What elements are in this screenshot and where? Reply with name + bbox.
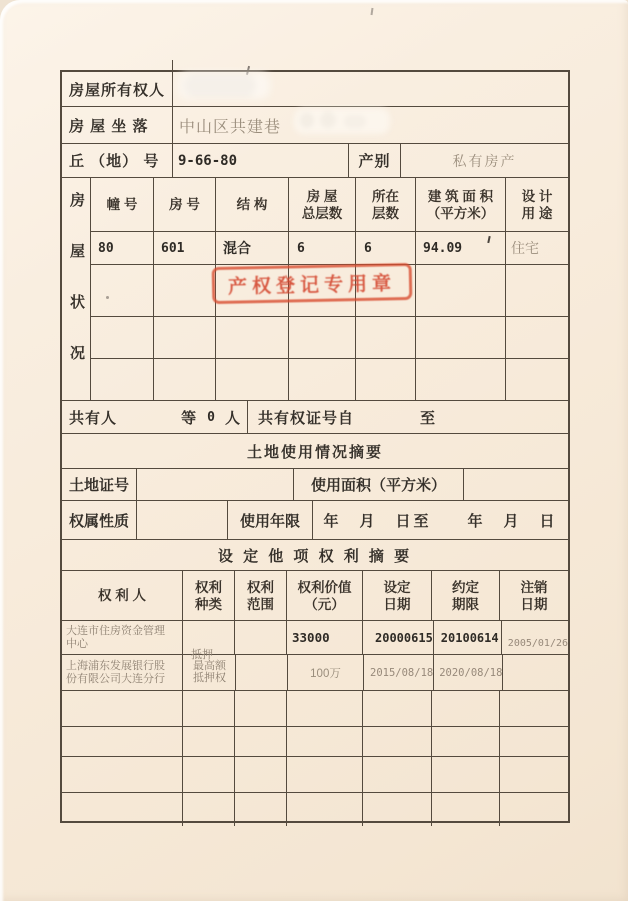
column-header-set-date: 设定 日期 <box>383 579 411 612</box>
ownership-nature-row <box>62 501 568 540</box>
stray-tick-mark <box>487 236 490 243</box>
column-header-right-scope: 权利 范围 <box>247 579 274 612</box>
total-floors-value: 6 <box>297 240 305 256</box>
land-area-value-cell <box>464 469 568 500</box>
rights-empty-row <box>62 727 568 757</box>
owner-value-cell <box>173 72 568 106</box>
designed-use-value: 住宅 <box>511 240 539 256</box>
term-value: 2020/08/18 <box>439 666 503 679</box>
rights-empty-row <box>62 793 568 826</box>
registration-stamp <box>212 263 413 304</box>
floor-value: 6 <box>364 240 372 256</box>
term-value: 20100614 <box>440 630 499 645</box>
column-header-cancel-date: 注销 日期 <box>520 579 548 612</box>
rights-empty-row <box>62 757 568 793</box>
housing-empty-row <box>91 317 568 359</box>
column-header-right-type: 权利 种类 <box>195 579 222 612</box>
owner-label: 房屋所有权人 <box>69 81 166 99</box>
column-header-building-no: 幢 号 <box>106 197 138 212</box>
rights-header-row <box>62 571 568 621</box>
structure-value: 混合 <box>223 240 251 256</box>
land-cert-label: 土地证号 <box>69 477 130 494</box>
building-no-value: 80 <box>98 240 114 256</box>
column-header-use: 设 计 用 途 <box>521 188 553 221</box>
right-holder-value: 上海浦东发展银行股份有限公司大连分行 <box>66 660 165 685</box>
location-row <box>62 107 568 144</box>
housing-side-label: 房屋状况 <box>62 178 91 400</box>
set-date-value: 2015/08/18 <box>370 666 434 679</box>
rights-row <box>62 621 569 661</box>
rights-title-row <box>62 540 568 571</box>
rights-empty-row <box>62 691 568 727</box>
right-value: 100万 <box>310 667 341 680</box>
cancel-date-cell <box>503 655 568 690</box>
land-summary-title-row <box>62 434 568 469</box>
right-scope-cell <box>235 621 287 654</box>
land-summary-title: 土地使用情况摘要 <box>246 443 383 461</box>
coowner-cert-label: 共有权证号自 <box>258 409 355 427</box>
housing-header-row <box>91 178 568 232</box>
category-value: 私有房产 <box>452 152 517 169</box>
column-header-floor: 所在 层数 <box>372 188 399 221</box>
right-scope-cell <box>236 655 288 690</box>
column-header-right-holder: 权 利 人 <box>97 588 146 603</box>
column-header-area: 建 筑 面 积 （平方米） <box>426 188 495 221</box>
stray-mark <box>371 8 374 15</box>
column-header-total-floors: 房 屋 总层数 <box>301 188 343 221</box>
registration-form-table <box>60 70 570 823</box>
coowner-count-suffix: 人 <box>224 409 241 427</box>
registration-stamp-text: 产权登记专用章 <box>227 273 397 298</box>
area-value: 94.09 <box>423 240 463 256</box>
category-label: 产别 <box>358 153 391 170</box>
rights-title: 设 定 他 项 权 利 摘 要 <box>217 547 413 565</box>
use-years-label: 使用年限 <box>239 512 300 530</box>
land-cert-value-cell <box>137 469 294 500</box>
column-header-right-value: 权利价值 （元） <box>297 579 352 612</box>
right-holder-value: 大连市住房资金管理中心 <box>66 625 165 650</box>
coowner-count-prefix: 等 <box>181 409 198 427</box>
right-type-value: 最高额 抵押权 <box>193 660 226 684</box>
coowner-label: 共有人 <box>69 409 118 427</box>
location-value: 中山区共建巷 <box>179 118 282 136</box>
housing-empty-row <box>91 359 568 400</box>
owner-row <box>62 72 568 107</box>
right-value: 33000 <box>292 630 330 645</box>
ownership-nature-label: 权属性质 <box>69 512 130 530</box>
rights-row <box>62 655 568 691</box>
set-date-value: 20000615 <box>375 630 433 645</box>
use-period-template: 年 月 日至 年 月 日 <box>323 512 558 530</box>
coowner-to-label: 至 <box>420 409 437 427</box>
cancel-date-value: 2005/01/26 <box>507 638 569 649</box>
ownership-nature-value-cell <box>137 501 228 539</box>
column-header-room-no: 房 号 <box>169 197 200 212</box>
plot-row <box>62 144 568 178</box>
land-area-label: 使用面积（平方米） <box>310 477 446 494</box>
column-header-structure: 结 构 <box>236 197 268 212</box>
land-cert-row <box>62 469 568 501</box>
room-no-value: 601 <box>161 240 185 256</box>
location-label: 房 屋 坐 落 <box>69 117 149 135</box>
plot-label: 丘 （地） 号 <box>69 153 160 170</box>
coowner-row <box>62 401 568 434</box>
housing-data-row <box>91 232 568 265</box>
column-header-term: 约定 期限 <box>452 579 479 612</box>
right-type-value: 抵押 <box>191 649 213 661</box>
plot-number-value: 9-66-80 <box>178 152 238 169</box>
coowner-count-value: 0 <box>207 409 215 425</box>
